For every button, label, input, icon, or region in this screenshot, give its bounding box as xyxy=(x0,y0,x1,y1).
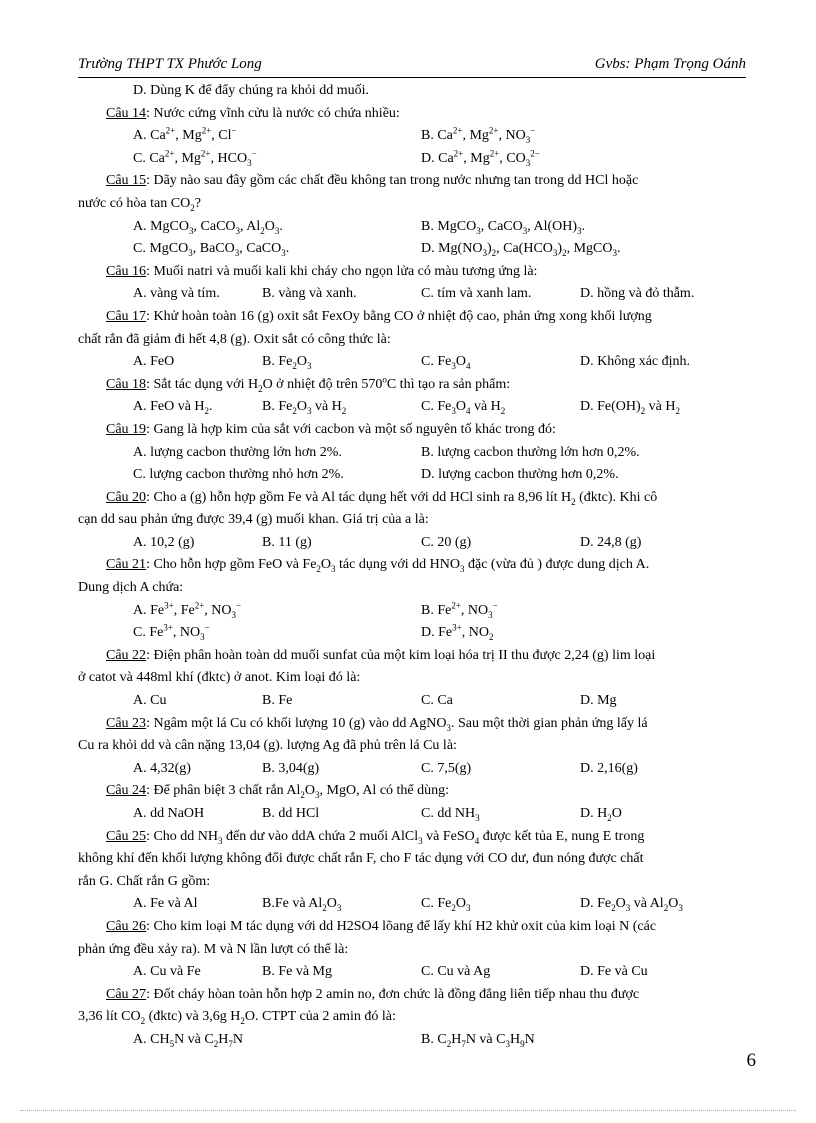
answer-option: C. 7,5(g) xyxy=(421,760,472,776)
text-line: D. Dùng K để đẩy chúng ra khỏi dd muối. xyxy=(133,83,370,98)
answer-option: D. 2,16(g) xyxy=(580,760,638,776)
answer-option: D. Không xác định. xyxy=(580,354,691,370)
answer-option: D. $Fe_2O_3$ và $Al_2O_3$ xyxy=(580,896,683,914)
text-line: Câu 14: Nước cứng vĩnh cửu là nước có chứa nhiều: xyxy=(106,105,400,121)
text-line: cạn dd sau phản ứng được 39,4 (g) muối khan. Giá trị của a là: xyxy=(78,512,429,528)
answer-option: A. FeO xyxy=(133,354,175,370)
text-line: Dung dịch A chứa: xyxy=(78,580,184,596)
text-line xyxy=(78,148,754,171)
answer-option: D. lượng cacbon thường hơn 0,2%. xyxy=(421,467,619,483)
answer-option: D. 24,8 (g) xyxy=(580,534,642,550)
text-line: Câu 17: Khử hoàn toàn 16 (g) oxit sắt FexOy bằng CO ở nhiệt độ cao, phản ứng xong khối lượng xyxy=(106,308,652,324)
answer-option: C. 20 (g) xyxy=(421,534,472,550)
answer-option: A. $Ca^{2+}$, $Mg^{2+}$, Cl− xyxy=(133,125,237,144)
text-line: Câu 26: Cho kim loại M tác dụng với dd H2SO4 lõang để lấy khí H2 khử oxit của kim loại N (các xyxy=(106,918,657,934)
text-line: Câu 19: Gang là hợp kim của sắt với cacbon và một số nguyên tố khác trong đó: xyxy=(106,421,556,437)
answer-option: C. $Ca^{2+}$, $Mg^{2+}$, $HCO_3^-$ xyxy=(133,148,257,168)
answer-option: B. Fe và Mg xyxy=(262,964,332,980)
answer-option: C. $Fe_2O_3$ xyxy=(421,896,471,914)
text-line: Câu 15: Dãy nào sau đây gồm các chất đều không tan trong nước nhưng tan trong dd HCl hoặc xyxy=(106,173,639,189)
text-line xyxy=(78,758,754,781)
answer-option: C. $Fe^{3+}$, $NO_3^-$ xyxy=(133,622,210,643)
text-line: Câu 20: Cho a (g) hỗn hợp gồm Fe và Al tác dụng hết với dd HCl sinh ra 8,96 lít $H_2$ (đktc). Khi cô xyxy=(106,489,658,507)
answer-option: A. FeO và $H_2$. xyxy=(133,399,213,417)
text-line xyxy=(78,351,754,374)
text-line: 3,36 lít $CO_2$ (đktc) và 3,6g $H_2O$. CTPT của 2 amin đó là: xyxy=(78,1009,396,1027)
answer-option: A. Cu và Fe xyxy=(133,964,201,980)
answer-option: B. vàng và xanh. xyxy=(262,286,357,302)
answer-option: C. MgCO$_3$, BaCO$_3$, CaCO$_3$. xyxy=(133,241,290,258)
text-line xyxy=(78,532,754,555)
answer-option: D. $Fe(OH)_2$ và $H_2$ xyxy=(580,399,680,417)
answer-option: D. $Mg(NO_3)_2$, $Ca(HCO_3)_2$, MgCO$_3$. xyxy=(421,241,621,258)
answer-option: A. vàng và tím. xyxy=(133,286,220,302)
text-line xyxy=(78,396,754,419)
answer-option: C. $Fe_3O_4$ và $H_2$ xyxy=(421,399,506,417)
page-number: 6 xyxy=(746,1050,756,1071)
answer-option: A. lượng cacbon thường lớn hơn 2%. xyxy=(133,444,342,460)
answer-option: B. Fe xyxy=(262,693,293,709)
answer-option: C. Ca xyxy=(421,693,453,709)
answer-option: D. $H_2O$ xyxy=(580,806,622,823)
teacher-name: Gvbs: Phạm Trọng Oánh xyxy=(594,56,746,72)
answer-option: D. $Fe^{3+}$, $NO_2$ xyxy=(421,622,494,643)
answer-option: D. Mg xyxy=(580,693,617,709)
answer-option: C. tím và xanh lam. xyxy=(421,286,532,302)
answer-option: B. 11 (g) xyxy=(262,534,312,550)
text-line: Câu 21: Cho hỗn hợp gồm FeO và $Fe_2O_3$ tác dụng với dd $HNO_3$ đặc (vừa đủ ) được dung dịch A. xyxy=(106,557,650,575)
answer-option: A. 4,32(g) xyxy=(133,760,191,776)
text-line: Câu 18: Sắt tác dụng với $H_2O$ ở nhiệt độ trên 570$^o$C thì tạo ra sản phẩm: xyxy=(106,374,511,394)
answer-option: A. Cu xyxy=(133,693,167,709)
text-line xyxy=(78,238,754,261)
text-line: Câu 25: Cho dd $NH_3$ đến dư vào ddA chứa 2 muối AlCl$_3$ và FeSO$_4$ được kết tủa E, nung E trong xyxy=(106,828,645,846)
answer-option: C. lượng cacbon thường nhỏ hơn 2%. xyxy=(133,467,344,483)
text-line: Câu 27: Đốt cháy hòan toàn hỗn hợp 2 amin no, đơn chức là đồng đẳng liên tiếp nhau thu được xyxy=(106,986,640,1002)
text-line xyxy=(78,893,754,916)
answer-option: D. $Ca^{2+}$, $Mg^{2+}$, $CO_3^{2-}$ xyxy=(421,148,540,168)
text-line xyxy=(78,442,754,465)
answer-option: C. $Fe_3O_4$ xyxy=(421,354,471,371)
text-line xyxy=(78,600,754,623)
text-line xyxy=(78,961,754,984)
answer-option: A. MgCO$_3$, CaCO$_3$, $Al_2O_3$. xyxy=(133,218,283,236)
school-name: Trường THPT TX Phước Long xyxy=(78,56,262,72)
answer-option: D. hồng và đỏ thẫm. xyxy=(580,286,695,302)
text-line: Cu ra khỏi dd và cân nặng 13,04 (g). lượng Ag đã phủ trên lá Cu là: xyxy=(78,738,457,754)
answer-option: A. $CH_5N$ và $C_2H_7N$ xyxy=(133,1031,243,1049)
answer-option: B. 3,04(g) xyxy=(262,760,320,776)
answer-option: D. Fe và Cu xyxy=(580,964,648,980)
answer-option: A. Fe và Al xyxy=(133,896,198,912)
page-header xyxy=(78,55,746,78)
text-line: nước có hòa $\tan CO_2$? xyxy=(78,195,201,213)
text-line xyxy=(78,125,754,148)
answer-option: C. Cu và Ag xyxy=(421,964,491,980)
answer-option: B. $Fe^{2+}$, $NO_3^-$ xyxy=(421,600,498,620)
answer-option: A. dd NaOH xyxy=(133,806,205,821)
text-line: phản ứng đều xảy ra). M và N lần lượt có thể là: xyxy=(78,941,349,957)
answer-option: C. dd $NH_3$ xyxy=(421,806,480,823)
text-line xyxy=(78,1029,754,1052)
answer-option: B. $Ca^{2+}$, $Mg^{2+}$, $NO_3^-$ xyxy=(421,125,536,145)
text-line: rắn G. Chất rắn G gồm: xyxy=(78,873,211,889)
text-line: ở catot và 448ml khí (đktc) ở anot. Kim loại đó là: xyxy=(78,670,361,686)
text-line xyxy=(78,283,754,306)
question-content xyxy=(78,80,754,1052)
text-line: Câu 16: Muối natri và muối kali khi cháy cho ngọn lửa có màu tương ứng là: xyxy=(106,263,538,279)
text-line: Câu 24: Để phân biệt 3 chất rắn $Al_2O_3$, MgO, Al có thể dùng: xyxy=(106,783,450,801)
answer-option: B. dd HCl xyxy=(262,806,320,821)
text-line xyxy=(78,622,754,645)
answer-option: B. $Fe_2O_3$ và $H_2$ xyxy=(262,399,347,417)
answer-option: B. $C_2H_7N$ và $C_3H_9N$ xyxy=(421,1031,535,1049)
text-line xyxy=(78,216,754,239)
answer-option: A. 10,2 (g) xyxy=(133,534,195,550)
text-line xyxy=(78,464,754,487)
text-line: không khí đến khối lượng không đổi được chất rắn F, cho F tác dụng với CO dư, đun nóng được chất xyxy=(78,851,644,867)
text-line: chất rắn đã giảm đi hết 4,8 (g). Oxit sắt có công thức là: xyxy=(78,331,391,347)
answer-option: A. $Fe^{3+}$, $Fe^{2+}$, $NO_3^-$ xyxy=(133,600,242,620)
text-line: Câu 22: Điện phân hoàn toàn dd muối sunfat của một kim loại hóa trị II thu được 2,24 (g) lim loại xyxy=(106,647,656,663)
footer-divider xyxy=(20,1110,796,1111)
answer-option: B. $Fe_2O_3$ xyxy=(262,354,312,371)
answer-option: B.Fe và $Al_2O_3$ xyxy=(262,896,342,914)
text-line xyxy=(78,690,754,713)
text-line: Câu 23: Ngâm một lá Cu có khối lượng 10 (g) vào dd AgNO$_3$. Sau một thời gian phản ứng lấy lá xyxy=(106,715,648,733)
answer-option: B. lượng cacbon thường lớn hơn 0,2%. xyxy=(421,444,640,460)
answer-option: B. MgCO$_3$, CaCO$_3$, $Al(OH)_3$. xyxy=(421,218,586,236)
text-line xyxy=(78,803,754,826)
